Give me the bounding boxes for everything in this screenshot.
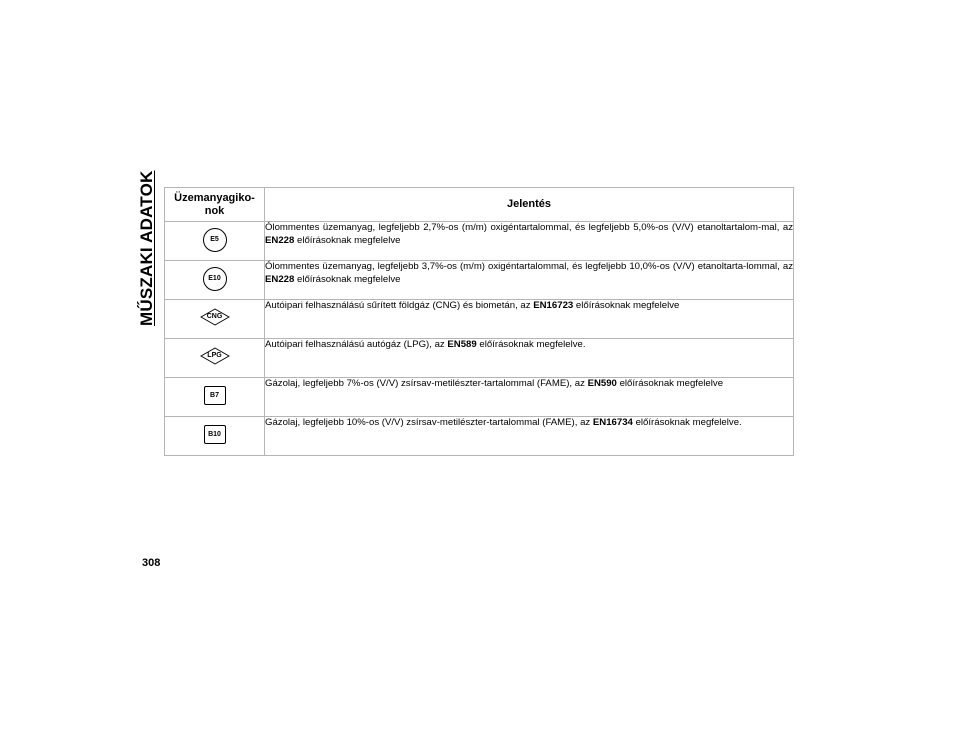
description-cell [265,300,794,339]
table-row [165,222,794,261]
description-text-end: előírásoknak megfelelve [294,273,401,285]
section-side-title: MŰSZAKI ADATOK [137,170,156,326]
description-cell [265,417,794,456]
table-row [165,300,794,339]
table-row [165,261,794,300]
description-text: Gázolaj, legfeljebb 10%-os (V/V) zsírsav-metilészter-tartalommal (FAME), az [265,417,593,428]
standard-code: EN16734 [592,417,633,428]
symbol-cell [165,300,265,339]
header-meaning: Jelentés [265,188,794,222]
header-fuel-symbols-line2: nok [204,204,225,217]
table-row [165,378,794,417]
fuel-b7-icon: B7 [204,386,226,405]
description-text-end: előírásoknak megfelelve [616,378,724,389]
fuel-symbol-table [164,187,794,456]
symbol-cell [165,261,265,300]
standard-code: EN228 [265,234,295,246]
description-text: Autóipari felhasználású autógáz (LPG), az [265,339,448,350]
description-text: Ólommentes üzemanyag, legfeljebb 2,7%-os (m/m) oxigéntartalommal, és legfeljebb 5,0%-os (V/V) etanoltartalom-mal, az [265,222,793,233]
table-row [165,417,794,456]
description-text-end: előírásoknak megfelelve. [632,417,742,428]
description-text-end: előírásoknak megfelelve [294,234,401,246]
fuel-cng-label: CNG [206,313,223,320]
description-text-end: előírásoknak megfelelve [573,300,680,311]
fuel-e10-icon: E10 [203,267,227,291]
standard-code: EN16723 [533,300,574,311]
header-fuel-symbols-line1: Üzemanyagiko- [174,191,255,204]
fuel-lpg-label: LPG [207,352,222,359]
table-header-row [165,188,794,222]
description-text: Autóipari felhasználású sűrített földgáz (CNG) és biometán, az [265,300,534,311]
fuel-e5-icon: E5 [203,228,227,252]
symbol-cell [165,339,265,378]
description-text: Gázolaj, legfeljebb 7%-os (V/V) zsírsav-metilészter-tartalommal (FAME), az [265,378,588,389]
description-cell [265,261,794,300]
description-cell [265,222,794,261]
description-cell [265,339,794,378]
standard-code: EN589 [447,339,477,350]
description-text-end: előírásoknak megfelelve. [476,339,586,350]
header-fuel-symbols [165,188,265,222]
fuel-cng-icon [200,308,230,326]
fuel-lpg-icon [200,347,230,365]
symbol-cell [165,417,265,456]
symbol-cell [165,222,265,261]
standard-code: EN590 [587,378,617,389]
page-number: 308 [142,557,161,569]
table-row [165,339,794,378]
symbol-cell [165,378,265,417]
description-text: Ólommentes üzemanyag, legfeljebb 3,7%-os (m/m) oxigéntartalommal, és legfeljebb 10,0%-os (V/V) etanoltarta-lommal, az [265,261,793,272]
standard-code: EN228 [265,273,295,285]
description-cell [265,378,794,417]
fuel-b10-icon: B10 [204,425,226,444]
